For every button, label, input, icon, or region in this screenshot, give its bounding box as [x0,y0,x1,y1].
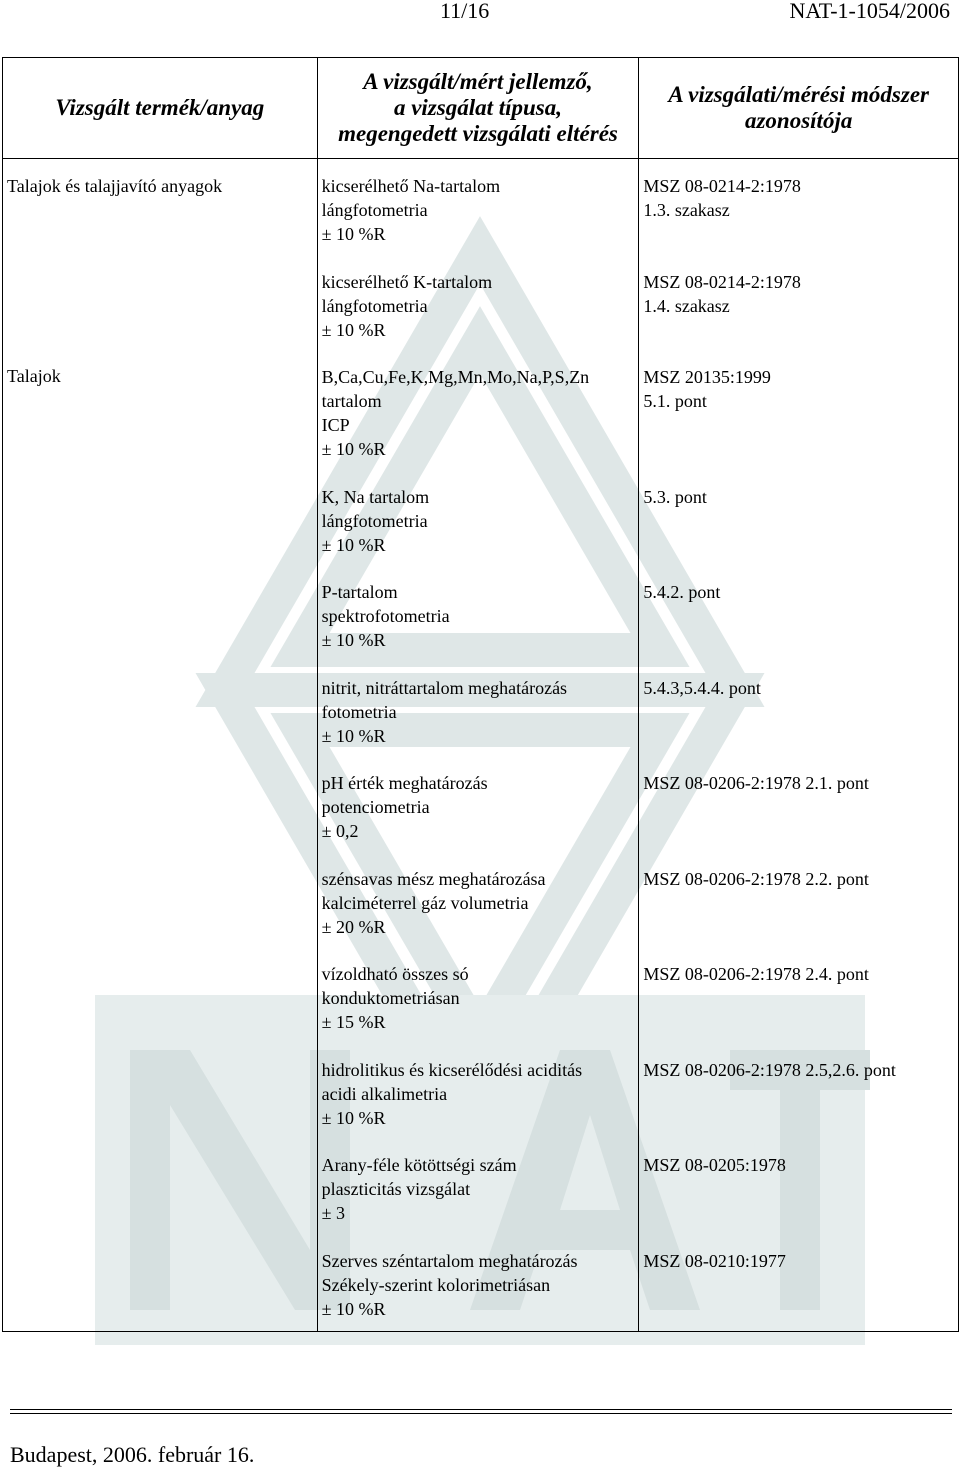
document-code: NAT-1-1054/2006 [789,0,950,23]
characteristic-item-line: tartalom [321,391,382,411]
characteristic-item-line: Szerves széntartalom meghatározás [321,1251,578,1271]
characteristic-item-line: Arany-féle kötöttségi szám [321,1155,517,1175]
method-item [643,771,869,795]
characteristic-item-line: hidrolitikus és kicserélődési aciditás [321,1060,583,1080]
characteristic-item-line: ± 10 %R [321,535,386,555]
method-item-line: 1.3. szakasz [643,200,730,220]
method-item [643,1249,786,1273]
method-item [643,1153,786,1177]
method-item-line: MSZ 08-0214-2:1978 [643,272,801,292]
characteristic-item-line: plaszticitás vizsgálat [321,1179,471,1199]
characteristic-item-line: fotometria [321,702,397,722]
characteristic-item-line: ± 3 [321,1203,346,1223]
method-item-line: MSZ 08-0214-2:1978 [643,176,801,196]
column-header-method: A vizsgálati/mérési módszer azonosítója [639,58,959,159]
method-item [643,580,720,604]
characteristic-item [322,580,450,652]
product-cell [3,159,318,1332]
method-item-line: MSZ 08-0205:1978 [643,1155,786,1175]
method-item-line: MSZ 08-0206-2:1978 2.5,2.6. pont [643,1060,896,1080]
characteristic-item-line: spektrofotometria [321,606,450,626]
characteristic-item [322,771,488,843]
footer-place-date: Budapest, 2006. február 16. [10,1442,255,1467]
characteristic-item-line: potenciometria [321,797,430,817]
characteristic-item [322,1058,582,1130]
characteristic-item-line: vízoldható összes só [321,964,469,984]
characteristic-item [322,676,567,748]
characteristic-item-line: acidi alkalimetria [321,1084,448,1104]
method-item-line: 5.3. pont [643,487,707,507]
method-item-line: MSZ 08-0206-2:1978 2.2. pont [643,869,869,889]
characteristic-item-line: szénsavas mész meghatározása [321,869,546,889]
characteristic-item-line: ± 10 %R [321,1108,386,1128]
characteristic-item [322,1153,517,1225]
column-header-product: Vizsgált termék/anyag [3,58,318,159]
method-item-line: 1.4. szakasz [643,296,730,316]
method-item [643,1058,896,1082]
method-item-line: MSZ 08-0210:1977 [643,1251,786,1271]
column-header-characteristic: A vizsgált/mért jellemző, a vizsgálat típusa, megengedett vizsgálati eltérés [317,58,639,159]
method-item [643,485,707,509]
characteristic-item-line: ± 10 %R [321,320,386,340]
method-item-line: 5.1. pont [643,391,707,411]
characteristic-item-line: lángfotometria [321,296,428,316]
characteristic-item [322,867,546,939]
table-row [3,159,959,1332]
footer-rule [10,1409,952,1410]
characteristic-item-line: ± 10 %R [321,726,386,746]
characteristic-item-line: ± 15 %R [321,1012,386,1032]
characteristic-item [322,485,429,557]
method-item [643,270,801,318]
method-item [643,174,801,222]
characteristic-item-line: K, Na tartalom [321,487,430,507]
product-item: Talajok [7,366,61,386]
characteristic-item [322,1249,578,1321]
method-cell [639,159,959,1332]
characteristic-item-line: kalciméterrel gáz volumetria [321,893,529,913]
method-item [643,962,869,986]
product-item: Talajok és talajjavító anyagok [7,176,223,196]
characteristic-item-line: ± 0,2 [321,821,359,841]
accreditation-table [2,57,959,1332]
characteristic-item-line: P-tartalom [321,582,398,602]
characteristic-item-line: ± 10 %R [321,439,386,459]
characteristic-item-line: ± 10 %R [321,1299,386,1319]
method-item-line: MSZ 08-0206-2:1978 2.1. pont [643,773,869,793]
characteristic-item-line: pH érték meghatározás [321,773,488,793]
footer-rule [10,1413,952,1414]
method-item [643,676,761,700]
characteristic-item-line: kicserélhető K-tartalom [321,272,493,292]
characteristic-item-line: ± 20 %R [321,917,386,937]
page-header [0,0,960,26]
characteristic-item [322,962,469,1034]
characteristic-item [322,365,590,461]
characteristic-item-line: lángfotometria [321,200,428,220]
characteristic-item-line: ICP [321,415,350,435]
method-item-line: 5.4.2. pont [643,582,721,602]
characteristic-item-line: Székely-szerint kolorimetriásan [321,1275,551,1295]
characteristic-item [322,174,500,246]
method-item-line: 5.4.3,5.4.4. pont [643,678,761,698]
page-number: 11/16 [440,0,490,23]
method-item-line: MSZ 08-0206-2:1978 2.4. pont [643,964,869,984]
method-item [643,365,771,413]
characteristic-item-line: ± 10 %R [321,630,386,650]
characteristic-item [322,270,492,342]
characteristic-cell [317,159,639,1332]
characteristic-item-line: nitrit, nitráttartalom meghatározás [321,678,568,698]
method-item [643,867,869,891]
characteristic-item-line: kicserélhető Na-tartalom [321,176,501,196]
characteristic-item-line: konduktometriásan [321,988,460,1008]
method-item-line: MSZ 20135:1999 [643,367,771,387]
table-header-row [3,58,959,159]
characteristic-item-line: lángfotometria [321,511,428,531]
characteristic-item-line: B,Ca,Cu,Fe,K,Mg,Mn,Mo,Na,P,S,Zn [321,367,590,387]
characteristic-item-line: ± 10 %R [321,224,386,244]
